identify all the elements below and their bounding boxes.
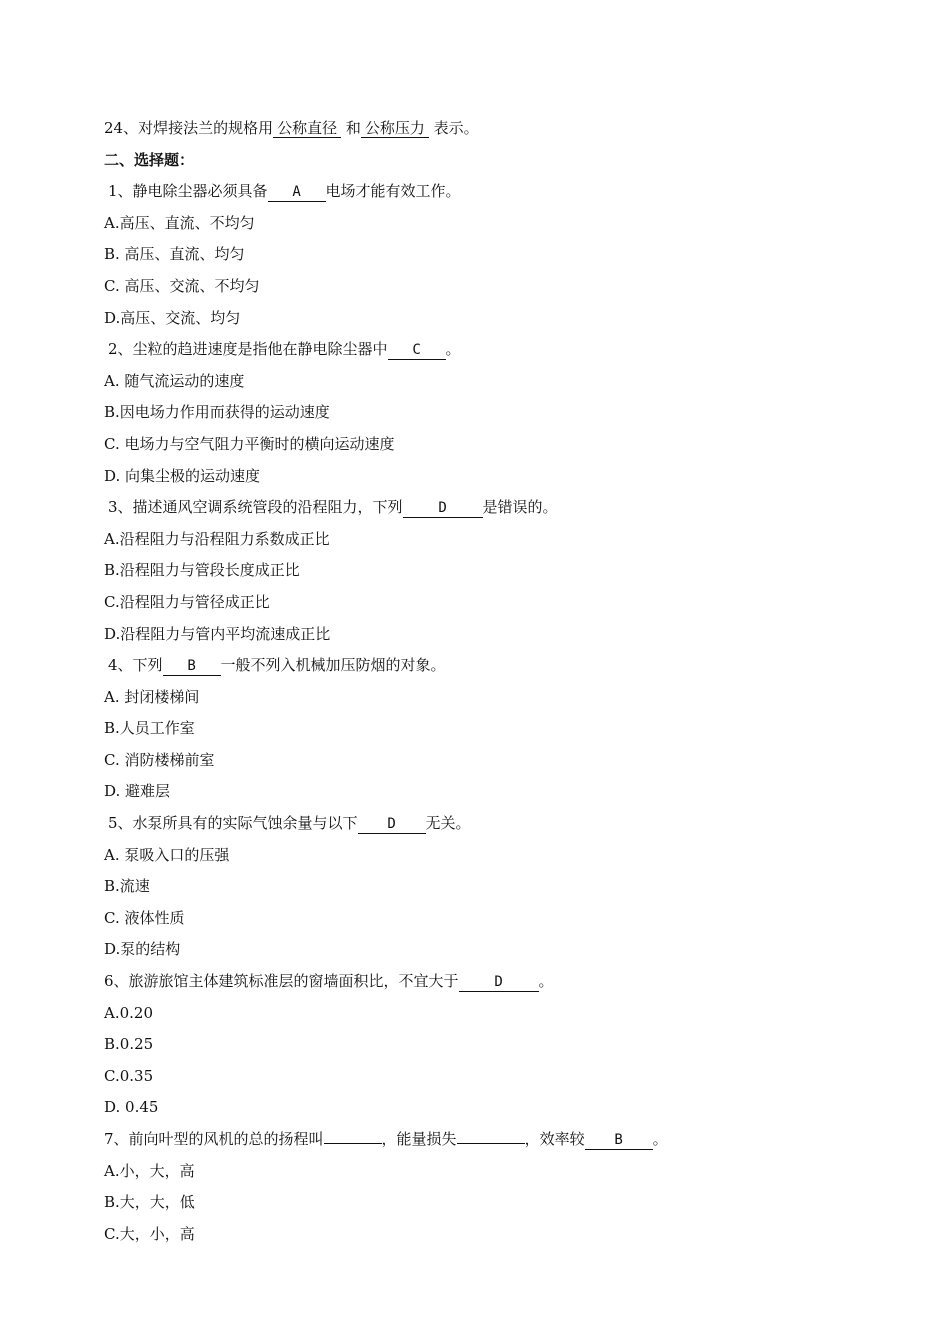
- q24-blank-pressure: 公称压力: [361, 119, 429, 138]
- option-c: C.沿程阻力与管径成正比: [104, 592, 270, 611]
- answer-blank: B: [585, 1131, 653, 1150]
- question-5: [104, 808, 904, 840]
- question-text: 4、下列: [108, 656, 163, 675]
- question-text: 一般不列入机械加压防烟的对象。: [220, 656, 446, 675]
- question-text: 3、描述通风空调系统管段的沿程阻力，下列: [108, 498, 403, 517]
- section-title: 二、选择题：: [104, 150, 195, 169]
- empty-blank: [457, 1143, 525, 1144]
- q24-suffix: 表示。: [428, 119, 479, 137]
- question-text: 是错误的。: [482, 498, 558, 517]
- question-text: 电场才能有效工作。: [325, 182, 461, 201]
- option-b: B.流速: [104, 877, 150, 896]
- question-24: [104, 113, 904, 145]
- option-a: A.小，大，高: [104, 1161, 195, 1180]
- answer-blank: C: [388, 341, 446, 360]
- answer-blank: D: [403, 499, 483, 518]
- question-text: 5、水泵所具有的实际气蚀余量与以下: [108, 814, 358, 833]
- question-1: [104, 176, 904, 208]
- option-d: D.高压、交流、均匀: [104, 308, 241, 327]
- option-b: B.人员工作室: [104, 719, 195, 738]
- option-a: A. 随气流运动的速度: [104, 371, 245, 390]
- q24-prefix: 24、对焊接法兰的规格用: [104, 119, 274, 137]
- q24-blank-diameter: 公称直径: [273, 119, 341, 138]
- option-d: D.沿程阻力与管内平均流速成正比: [104, 624, 331, 643]
- option-b: B.0.25: [104, 1035, 154, 1054]
- option-a: A. 泵吸入口的压强: [104, 845, 230, 864]
- option-a: A. 封闭楼梯间: [104, 687, 200, 706]
- option-b: B.大，大，低: [104, 1193, 195, 1212]
- question-7: [104, 1124, 904, 1156]
- option-c: C.大，小，高: [104, 1224, 195, 1243]
- option-c: C. 消防楼梯前室: [104, 750, 215, 769]
- q24-mid: 和: [341, 119, 361, 137]
- option-c: C. 高压、交流、不均匀: [104, 276, 260, 295]
- option-b: B.因电场力作用而获得的运动速度: [104, 403, 330, 422]
- question-text: ，能量损失: [381, 1130, 457, 1148]
- question-text: ，效率较: [524, 1130, 585, 1148]
- option-b: B.沿程阻力与管段长度成正比: [104, 561, 300, 580]
- answer-blank: B: [163, 657, 221, 676]
- question-4: [104, 650, 904, 682]
- question-text: 1、静电除尘器必须具备: [108, 182, 268, 201]
- option-d: D. 向集尘极的运动速度: [104, 466, 261, 485]
- question-text: 。: [445, 340, 461, 359]
- answer-blank: D: [358, 815, 426, 834]
- question-3: [104, 492, 904, 524]
- question-6: [104, 966, 904, 998]
- question-2: [104, 334, 904, 366]
- option-c: C. 液体性质: [104, 908, 185, 927]
- question-text: 。: [652, 1130, 668, 1148]
- option-b: B. 高压、直流、均匀: [104, 245, 245, 264]
- option-a: A.沿程阻力与沿程阻力系数成正比: [104, 529, 330, 548]
- question-text: 。: [538, 972, 554, 991]
- answer-blank: A: [268, 183, 326, 202]
- question-text: 6、旅游旅馆主体建筑标准层的窗墙面积比，不宜大于: [104, 972, 459, 991]
- question-text: 7、前向叶型的风机的总的扬程叫: [104, 1130, 324, 1148]
- option-d: D. 避难层: [104, 782, 171, 801]
- option-c: C. 电场力与空气阻力平衡时的横向运动速度: [104, 434, 395, 453]
- option-d: D.泵的结构: [104, 940, 181, 959]
- option-c: C.0.35: [104, 1066, 154, 1085]
- option-a: A.0.20: [104, 1003, 153, 1022]
- option-a: A.高压、直流、不均匀: [104, 213, 255, 232]
- empty-blank: [324, 1143, 382, 1144]
- document-page: [104, 113, 904, 1250]
- question-text: 无关。: [425, 814, 471, 833]
- answer-blank: D: [459, 973, 539, 992]
- option-d: D. 0.45: [104, 1098, 159, 1117]
- question-text: 2、尘粒的趋进速度是指他在静电除尘器中: [108, 340, 388, 359]
